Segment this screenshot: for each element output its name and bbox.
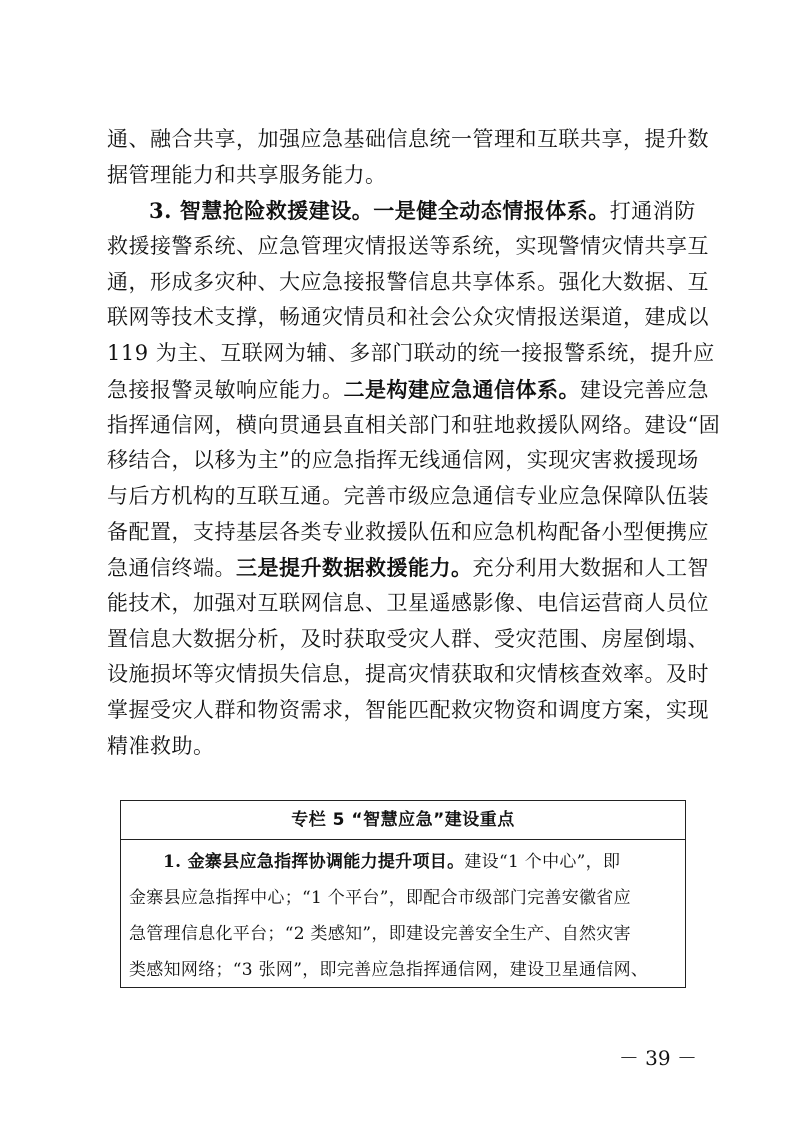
text-line: 指挥通信网，横向贯通县直相关部门和驻地救援队网络。建设“固 — [107, 412, 721, 437]
column-item-1-first-line — [129, 844, 677, 880]
text-fragment: 建设完善应急 — [580, 377, 709, 402]
text-line: 能技术，加强对互联网信息、卫星遥感影像、电信运营商人员位 — [107, 590, 709, 615]
column-box-title: 专栏 5 “智慧应急”建设重点 — [121, 801, 685, 840]
point-1-title: 一是健全动态情报体系。 — [373, 198, 610, 224]
text-line: 掌握受灾人群和物资需求，智能匹配救灾物资和调度方案，实现 — [107, 698, 709, 722]
text-fragment: 打通消防 — [609, 199, 696, 224]
text-line: 通，形成多灾种、大应急接报警信息共享体系。强化大数据、互 — [107, 269, 709, 294]
text-line: 移结合，以移为主”的应急指挥无线通信网，实现灾害救援现场 — [107, 448, 699, 473]
text-line: 精准救助。 — [107, 733, 215, 758]
text-fragment: 急通信终端。 — [107, 556, 236, 581]
text-line: 备配置，支持基层各类专业救援队伍和应急机构配备小型便携应 — [107, 519, 709, 544]
column-box-body — [121, 840, 685, 988]
page-number: － 39 － — [618, 1046, 697, 1070]
section-3-first-line — [107, 193, 697, 229]
text-fragment: 充分利用大数据和人工智 — [472, 556, 709, 581]
point-2-title: 二是构建应急通信体系。 — [343, 376, 580, 402]
body-text — [107, 122, 721, 764]
text-fragment: 急接报警灵敏响应能力。 — [107, 377, 344, 402]
text-line: 与后方机构的互联互通。完善市级应急通信专业应急保障队伍装 — [107, 483, 709, 508]
text-line: 通、融合共享，加强应急基础信息统一管理和互联共享，提升数 — [107, 127, 709, 151]
column-text-line: 类感知网络；“3 张网”，即完善应急指挥通信网，建设卫星通信网、 — [129, 960, 649, 980]
column-item-1-title: 1. 金寨县应急指挥协调能力提升项目。 — [163, 852, 465, 872]
text-line: 设施损坏等灾情损失信息，提高灾情获取和灾情核查效率。及时 — [107, 662, 709, 687]
text-line: 据管理能力和共享服务能力。 — [107, 162, 387, 187]
point-3-title: 三是提升数据救援能力。 — [236, 555, 473, 581]
text-line-with-bold — [107, 372, 709, 408]
column-text-line: 金寨县应急指挥中心；“1 个平台”，即配合市级部门完善安徽省应 — [129, 888, 631, 908]
text-line: 联网等技术支撑，畅通灾情员和社会公众灾情报送渠道，建成以 — [107, 305, 709, 330]
column-text-line: 急管理信息化平台；“2 类感知”，即建设完善安全生产、自然灾害 — [129, 924, 631, 944]
text-line: 救援接警系统、应急管理灾情报送等系统，实现警情灾情共享互 — [107, 234, 709, 259]
text-fragment: 建设“1 个中心”，即 — [464, 852, 621, 872]
text-line-with-bold — [107, 550, 709, 586]
column-box — [120, 800, 686, 988]
section-3-heading: 3. 智慧抢险救援建设。 — [149, 198, 374, 224]
text-line: 119 为主、互联网为辅、多部门联动的统一接报警系统，提升应 — [107, 341, 715, 366]
text-line: 置信息大数据分析，及时获取受灾人群、受灾范围、房屋倒塌、 — [107, 626, 709, 651]
